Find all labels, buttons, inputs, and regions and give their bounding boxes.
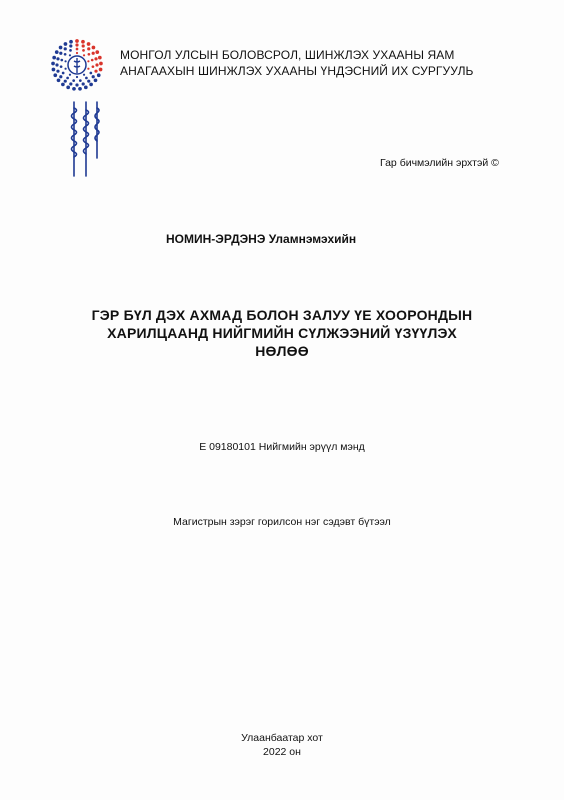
logo-dot xyxy=(92,52,95,55)
logo-dot xyxy=(69,74,71,76)
logo-dot xyxy=(66,85,70,89)
logo-dot xyxy=(92,46,96,50)
logo-dot xyxy=(85,77,88,80)
logo-dot xyxy=(95,63,98,66)
logo-dot xyxy=(83,54,85,56)
logo-dot xyxy=(87,80,90,83)
logo-dot xyxy=(57,78,61,82)
thesis-type: Магистрын зэрэг горилсон нэг сэдэвт бүтээл xyxy=(173,516,391,528)
logo-dot xyxy=(60,59,63,62)
logo-dot xyxy=(59,52,62,55)
logo-dot xyxy=(87,60,89,62)
logo-dot xyxy=(94,78,98,82)
logo-dot xyxy=(84,85,88,89)
logo-dot xyxy=(87,68,89,70)
logo-dot xyxy=(75,43,78,46)
logo-dot xyxy=(64,80,67,83)
logo-dot xyxy=(90,72,93,75)
logo-dot xyxy=(95,50,99,54)
mongolian-script-emblem-icon xyxy=(64,98,104,182)
logo-dot xyxy=(64,47,67,50)
title-line-1: ГЭР БҮЛ ДЭХ АХМАД БОЛОН ЗАЛУУ ҮЕ ХООРОНДЫН xyxy=(91,307,473,323)
logo-dot xyxy=(75,83,78,86)
university-logo-icon xyxy=(50,38,104,92)
thesis-title xyxy=(44,306,520,360)
logo-dot xyxy=(88,53,91,56)
logo-dot xyxy=(56,70,59,73)
university-name: АНАГААХЫН ШИНЖЛЭХ УХААНЫ ҮНДЭСНИЙ ИХ СУРГУУЛЬ xyxy=(120,64,474,78)
logo-dot xyxy=(72,79,75,82)
title-line-3: НӨЛӨӨ xyxy=(255,343,309,359)
logo-dot xyxy=(64,68,66,70)
place-and-year xyxy=(0,731,564,759)
logo-dot xyxy=(79,79,82,82)
logo-dot xyxy=(99,62,103,66)
logo-dot xyxy=(83,74,85,76)
logo-dot xyxy=(59,46,63,50)
logo-dot xyxy=(66,77,69,80)
logo-dot xyxy=(61,83,65,87)
logo-dot xyxy=(87,47,90,50)
rights-notice: Гар бичмэлийн эрхтэй © xyxy=(380,157,499,169)
logo-dot xyxy=(97,73,101,77)
logo-dot xyxy=(98,56,102,60)
place-city: Улаанбаатар хот xyxy=(241,732,323,744)
logo-dot xyxy=(89,83,93,87)
logo-dot xyxy=(81,40,85,44)
logo-dot xyxy=(64,42,68,46)
logo-dot xyxy=(62,72,65,75)
logo-dot xyxy=(78,87,82,91)
logo-dot xyxy=(94,57,97,60)
logo-dot xyxy=(82,44,85,47)
logo-dot xyxy=(59,75,62,78)
year: 2022 он xyxy=(263,746,301,758)
logo-dot xyxy=(76,52,78,54)
logo-dot xyxy=(52,68,56,72)
institution-header xyxy=(120,47,540,79)
ministry-name: МОНГОЛ УЛСЫН БОЛОВСРОЛ, ШИНЖЛЭХ УХААНЫ ЯАМ xyxy=(120,48,455,62)
logo-dot xyxy=(69,82,72,85)
logo-dot xyxy=(75,39,79,43)
logo-dot xyxy=(69,49,72,52)
title-line-2: ХАРИЛЦААНД НИЙГМИЙН СҮЛЖЭЭНИЙ ҮЗҮҮЛЭХ xyxy=(107,325,457,341)
logo-dot xyxy=(87,42,91,46)
logo-dot xyxy=(99,68,103,72)
logo-dot xyxy=(60,65,63,68)
logo-dot xyxy=(69,54,71,56)
logo-dot xyxy=(72,87,76,91)
logo-dot xyxy=(64,60,66,62)
logo-dot xyxy=(55,50,59,54)
logo-dot xyxy=(69,40,73,44)
logo-dot xyxy=(51,62,55,66)
logo-dot xyxy=(92,75,95,78)
logo-dot xyxy=(91,59,94,62)
specialty-code: E 09180101 Нийгмийн эрүүл мэнд xyxy=(199,441,365,453)
logo-dot xyxy=(52,56,56,60)
logo-dot xyxy=(92,65,95,68)
logo-dot xyxy=(56,57,59,60)
logo-dot xyxy=(82,82,85,85)
logo-dot xyxy=(94,70,97,73)
logo-dot xyxy=(69,44,72,47)
logo-dot xyxy=(55,63,58,66)
author-name: НОМИН-ЭРДЭНЭ Уламнэмэхийн xyxy=(166,232,357,246)
logo-dot xyxy=(82,49,85,52)
logo-dot xyxy=(76,76,78,78)
logo-dot xyxy=(64,53,67,56)
logo-dot xyxy=(53,73,57,77)
logo-dot xyxy=(76,48,79,51)
